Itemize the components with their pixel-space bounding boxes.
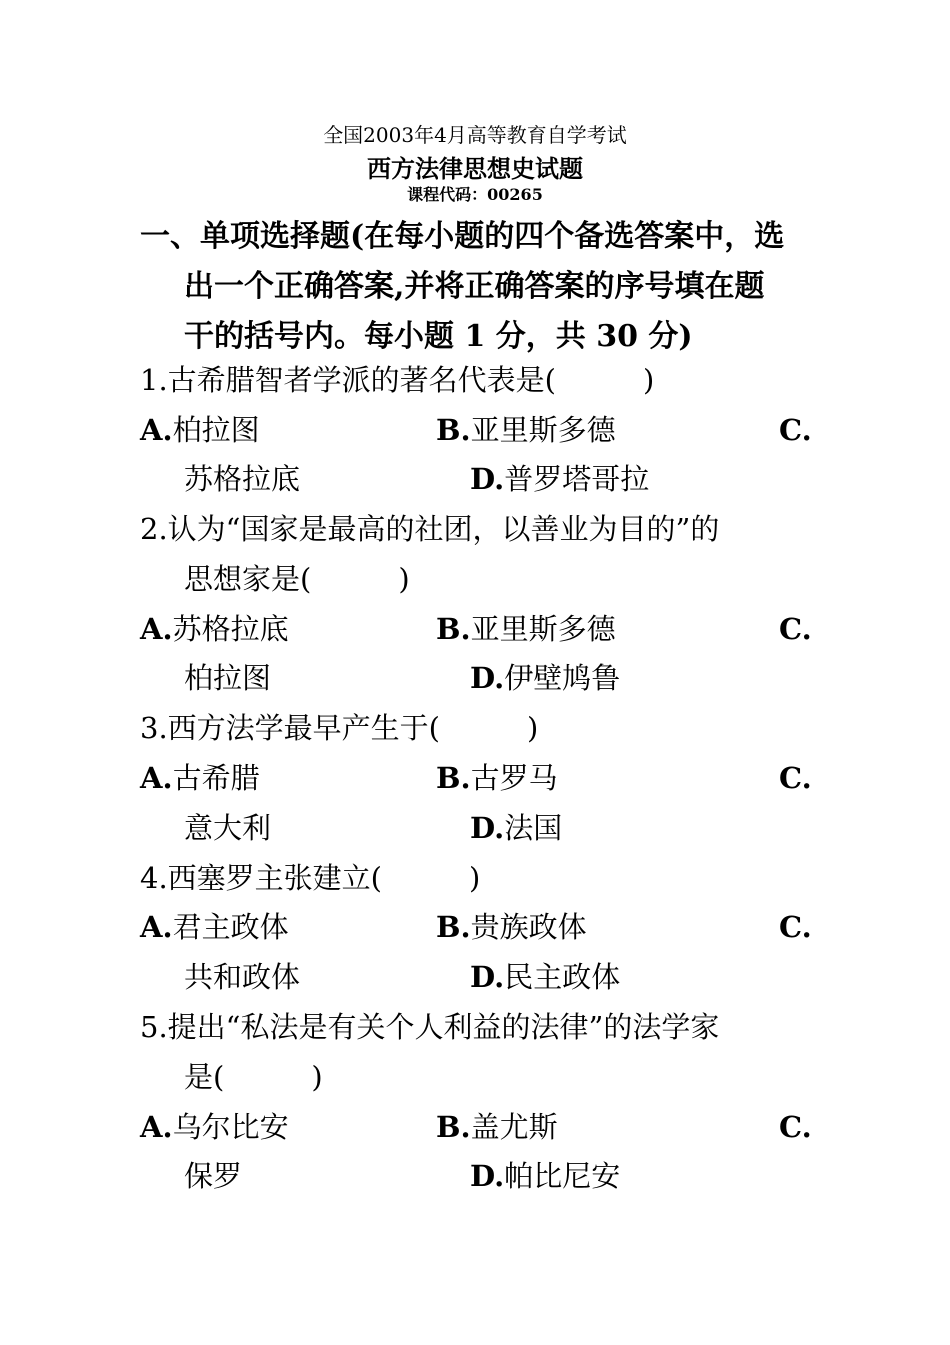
section-heading-line: 一、单项选择题(在每小题的四个备选答案中，选 <box>140 219 785 254</box>
option-label: A. <box>140 1110 173 1144</box>
question-1-option-a <box>140 410 260 450</box>
option-label: B. <box>436 1110 471 1144</box>
option-text: 亚里斯多德 <box>470 413 616 447</box>
question-5-option-a <box>140 1107 289 1147</box>
question-3-stem: 3.西方法学最早产生于( ) <box>140 711 539 745</box>
subject-title: 西方法律思想史试题 <box>367 154 583 183</box>
question-1-option-c-label: C. <box>779 413 812 447</box>
option-label: A. <box>140 612 173 646</box>
question-3-option-c: 意大利 <box>184 811 272 845</box>
option-text: 伊壁鸠鲁 <box>504 661 621 695</box>
question-2-option-c: 柏拉图 <box>184 661 272 695</box>
question-2-option-a <box>140 609 289 649</box>
question-1-option-c: 苏格拉底 <box>184 462 301 496</box>
option-text: 帕比尼安 <box>504 1159 621 1193</box>
question-4-option-c-label: C. <box>779 910 812 944</box>
option-label: A. <box>140 413 173 447</box>
question-3-option-a <box>140 758 260 798</box>
option-text: 贵族政体 <box>470 910 587 944</box>
question-5-option-b <box>436 1107 558 1147</box>
option-label: D. <box>470 1159 505 1193</box>
option-label: B. <box>436 910 471 944</box>
option-text: 普罗塔哥拉 <box>504 462 650 496</box>
question-4-option-d <box>470 957 620 997</box>
question-2-stem-cont: 思想家是( ) <box>184 562 410 596</box>
option-text: 亚里斯多德 <box>470 612 616 646</box>
option-label: D. <box>470 462 505 496</box>
question-5-option-d <box>470 1156 620 1196</box>
question-5-option-c: 保罗 <box>184 1159 243 1193</box>
question-2-option-d <box>470 658 620 698</box>
question-3-option-d <box>470 808 562 848</box>
option-text: 君主政体 <box>172 910 289 944</box>
option-text: 古希腊 <box>172 761 260 795</box>
option-label: A. <box>140 910 173 944</box>
question-5-stem-cont: 是( ) <box>184 1060 323 1094</box>
question-3-option-b <box>436 758 558 798</box>
option-text: 柏拉图 <box>172 413 260 447</box>
question-1-option-d <box>470 459 649 499</box>
section-heading-line: 干的括号内。每小题 1 分，共 30 分) <box>184 319 693 354</box>
question-5-option-c-label: C. <box>779 1110 812 1144</box>
section-heading <box>140 212 820 362</box>
option-text: 古罗马 <box>470 761 558 795</box>
question-2-option-c-label: C. <box>779 612 812 646</box>
section-heading-line: 出一个正确答案,并将正确答案的序号填在题 <box>184 269 765 304</box>
question-4-stem: 4.西塞罗主张建立( ) <box>140 861 481 895</box>
question-4-option-a <box>140 907 289 947</box>
question-2-stem: 2.认为“国家是最高的社团，以善业为目的”的 <box>140 512 720 546</box>
option-text: 民主政体 <box>504 960 621 994</box>
option-text: 苏格拉底 <box>172 612 289 646</box>
question-4-option-c: 共和政体 <box>184 960 301 994</box>
option-label: A. <box>140 761 173 795</box>
course-code: 课程代码：00265 <box>407 185 543 204</box>
option-label: B. <box>436 761 471 795</box>
option-label: D. <box>470 811 505 845</box>
question-1-stem: 1.古希腊智者学派的著名代表是( ) <box>140 363 655 397</box>
question-4-option-b <box>436 907 587 947</box>
exam-title: 全国2003年4月高等教育自学考试 <box>323 123 627 147</box>
option-label: D. <box>470 960 505 994</box>
option-label: D. <box>470 661 505 695</box>
question-3-option-c-label: C. <box>779 761 812 795</box>
question-2-option-b <box>436 609 616 649</box>
question-5-stem: 5.提出“私法是有关个人利益的法律”的法学家 <box>140 1010 720 1044</box>
option-text: 乌尔比安 <box>172 1110 289 1144</box>
option-text: 法国 <box>504 811 563 845</box>
option-label: B. <box>436 413 471 447</box>
option-label: B. <box>436 612 471 646</box>
option-text: 盖尤斯 <box>470 1110 558 1144</box>
question-1-option-b <box>436 410 616 450</box>
